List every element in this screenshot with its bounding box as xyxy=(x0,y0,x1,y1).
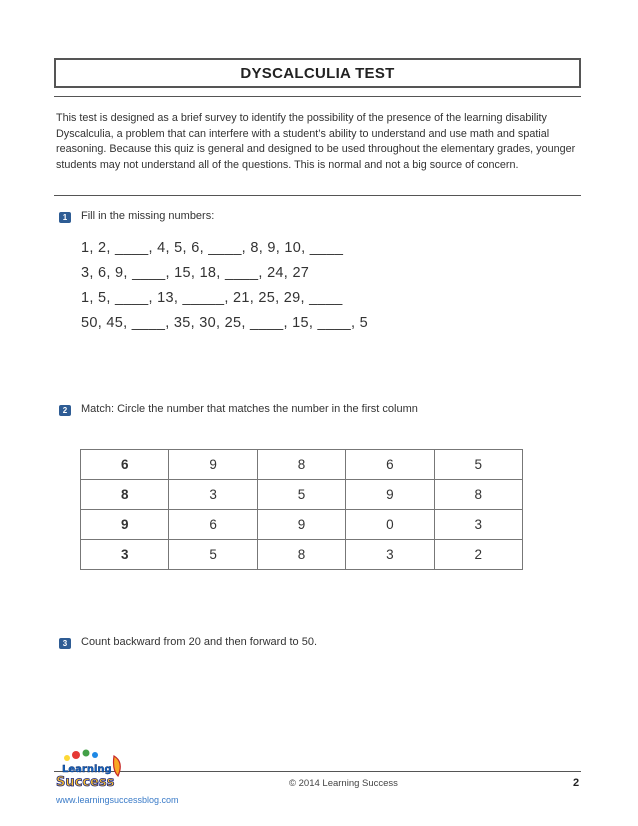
match-cell[interactable]: 5 xyxy=(257,480,345,510)
match-cell[interactable]: 6 xyxy=(169,510,257,540)
sequence-1: 1, 2, ____, 4, 5, 6, ____, 8, 9, 10, ____ xyxy=(81,240,344,256)
table-row xyxy=(81,480,523,510)
match-cell[interactable]: 8 xyxy=(434,480,522,510)
match-cell[interactable]: 9 xyxy=(346,480,434,510)
question-2-text: Match: Circle the number that matches the number in the first column xyxy=(81,403,418,415)
match-cell[interactable]: 2 xyxy=(434,540,522,570)
logo-dot-blue xyxy=(92,752,98,758)
footer-rule xyxy=(54,771,581,772)
match-cell[interactable]: 3 xyxy=(434,510,522,540)
question-3-text: Count backward from 20 and then forward to 50. xyxy=(81,636,318,648)
match-cell[interactable]: 6 xyxy=(346,450,434,480)
sequence-4: 50, 45, ____, 35, 30, 25, ____, 15, ____, 5 xyxy=(81,315,369,331)
page-number: 2 xyxy=(573,777,580,789)
match-cell[interactable]: 9 xyxy=(169,450,257,480)
question-1-text: Fill in the missing numbers: xyxy=(81,210,215,222)
copyright-text: © 2014 Learning Success xyxy=(289,778,398,789)
logo-dot-green xyxy=(83,750,90,757)
logo-text-bottom: Success xyxy=(56,775,115,790)
match-cell[interactable]: 3 xyxy=(346,540,434,570)
top-rule xyxy=(54,96,581,97)
match-cell-first: 3 xyxy=(81,540,169,570)
match-cell[interactable]: 8 xyxy=(257,450,345,480)
page-title: DYSCALCULIA TEST xyxy=(240,64,395,82)
logo-dot-red xyxy=(72,751,80,759)
match-cell-first: 6 xyxy=(81,450,169,480)
logo-dot-yellow xyxy=(64,755,70,761)
question-1-badge: 1 xyxy=(59,212,71,223)
question-3-badge: 3 xyxy=(59,638,71,649)
intro-rule xyxy=(54,195,581,196)
intro-paragraph: This test is designed as a brief survey to identify the possibility of the presence of the learning disability Dyscalculia, a problem that can interfere with a student’s ability to understand and use math and spatial reasoning. Because this quiz is general and designed to be used throughout the elementary grades, younger students may not understand all of the questions. This is normal and not a big source of concern. xyxy=(56,112,576,171)
match-cell[interactable]: 0 xyxy=(346,510,434,540)
logo-text-top: Learning xyxy=(62,764,112,775)
table-row xyxy=(81,510,523,540)
match-cell[interactable]: 5 xyxy=(434,450,522,480)
match-cell[interactable]: 8 xyxy=(257,540,345,570)
learning-success-logo xyxy=(52,748,132,792)
match-table xyxy=(80,449,523,570)
logo-pencil-shape xyxy=(114,756,121,776)
sequence-2: 3, 6, 9, ____, 15, 18, ____, 24, 27 xyxy=(81,265,310,281)
question-2-badge: 2 xyxy=(59,405,71,416)
footer-url-link[interactable]: www.learningsuccessblog.com xyxy=(56,795,179,805)
match-cell[interactable]: 3 xyxy=(169,480,257,510)
match-cell-first: 8 xyxy=(81,480,169,510)
match-cell[interactable]: 9 xyxy=(257,510,345,540)
sequence-3: 1, 5, ____, 13, _____, 21, 25, 29, ____ xyxy=(81,290,343,306)
title-box xyxy=(54,58,581,88)
match-cell-first: 9 xyxy=(81,510,169,540)
table-row xyxy=(81,540,523,570)
match-cell[interactable]: 5 xyxy=(169,540,257,570)
table-row xyxy=(81,450,523,480)
